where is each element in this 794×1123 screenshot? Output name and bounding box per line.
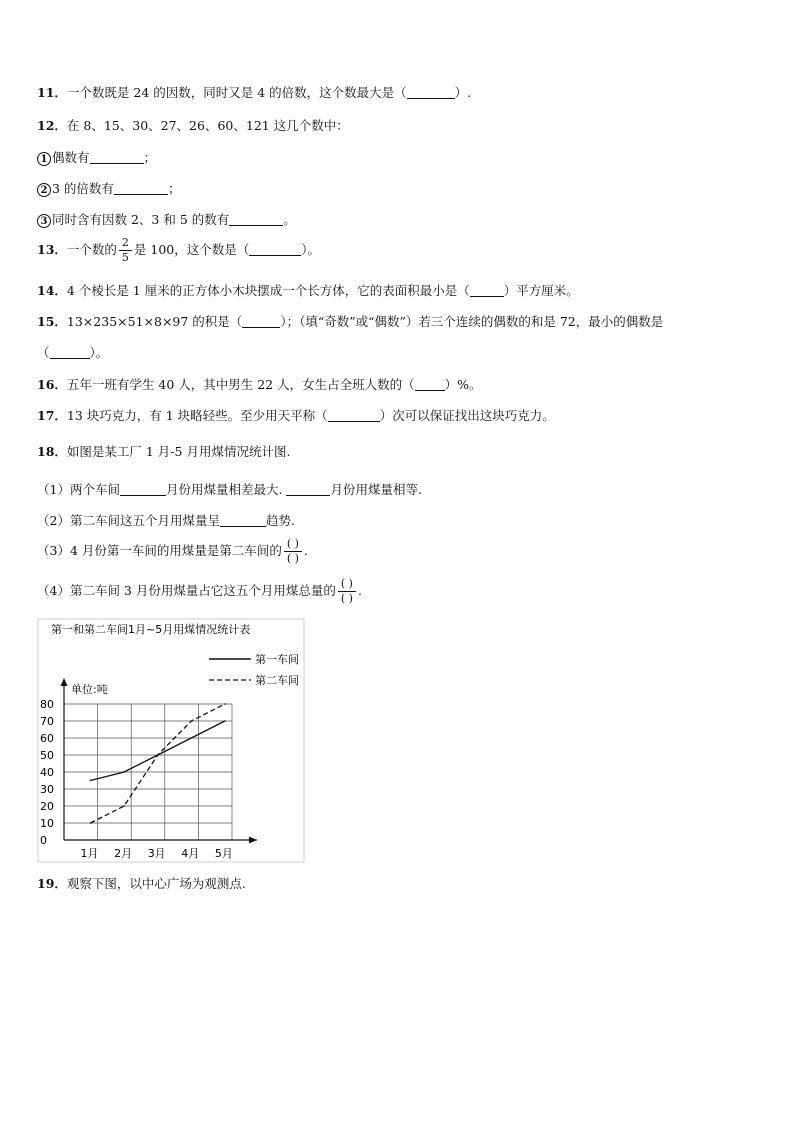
y-axis-arrow (61, 678, 68, 686)
series-2-point (90, 822, 92, 824)
part-text: （2）第二车间这五个月用煤量呈 (37, 513, 220, 528)
chart-title: 第一和第二车间1月~5月用煤情况统计表 (51, 623, 251, 636)
question-12-item-1 (37, 148, 156, 166)
answer-blank[interactable] (242, 314, 280, 328)
question-18-part-4 (37, 577, 362, 606)
part-text: 月份用煤量相差最大. (165, 482, 283, 497)
y-tick-label: 70 (40, 715, 54, 728)
question-13 (37, 236, 320, 265)
question-12-item-3 (37, 210, 296, 228)
question-19 (37, 874, 246, 892)
answer-blank[interactable] (120, 482, 166, 496)
x-tick-label: 4月 (181, 847, 200, 860)
question-number: 18． (37, 444, 67, 459)
answer-blank[interactable] (286, 482, 330, 496)
series-line-2 (91, 704, 225, 823)
fraction-numerator: ( ) (338, 577, 356, 592)
question-text: 是 100，这个数是（ (133, 242, 250, 257)
y-tick-label: 10 (40, 817, 54, 830)
answer-blank[interactable] (328, 408, 380, 422)
y-tick-label: 40 (40, 766, 54, 779)
fraction-denominator: 5 (121, 251, 129, 264)
question-text: 五年一班有学生 40 人，其中男生 22 人，女生占全班人数的（ (66, 377, 415, 392)
question-number: 14． (37, 283, 67, 298)
question-12-item-2 (37, 179, 180, 197)
series-2-point (191, 720, 193, 722)
fraction-blank[interactable] (338, 577, 356, 606)
fraction-blank[interactable] (284, 537, 302, 566)
answer-blank[interactable] (470, 283, 504, 297)
answer-blank[interactable] (220, 513, 266, 527)
question-number: 15． (37, 314, 67, 329)
x-axis-arrow (249, 837, 257, 844)
question-11 (37, 83, 471, 101)
question-text: 4 个棱长是 1 厘米的正方体小木块摆成一个长方体，它的表面积最小是（ (66, 283, 470, 298)
question-12 (37, 116, 349, 134)
question-18-part-2 (37, 511, 295, 529)
series-2-point (224, 703, 226, 705)
question-17 (37, 406, 555, 424)
series-1-point (224, 720, 226, 722)
y-tick-label: 0 (40, 834, 47, 847)
y-tick-label: 30 (40, 783, 54, 796)
y-tick-label: 60 (40, 732, 54, 745)
question-text: 一个数的 (66, 242, 117, 257)
fraction-numerator: ( ) (284, 537, 302, 552)
series-2-point (157, 754, 159, 756)
question-text-end: ）。 (301, 242, 321, 257)
series-line-1 (91, 721, 225, 781)
question-number: 16． (37, 377, 67, 392)
answer-blank[interactable] (50, 345, 90, 359)
answer-blank[interactable] (90, 150, 144, 164)
question-18-part-3 (37, 537, 308, 566)
fraction-denominator: ( ) (340, 592, 353, 605)
question-15 (37, 312, 663, 330)
question-text: 13 块巧克力，有 1 块略轻些。至少用天平称（ (66, 408, 328, 423)
x-tick-label: 5月 (214, 847, 233, 860)
legend (209, 652, 299, 687)
y-axis-unit-label: 单位:吨 (71, 683, 108, 696)
question-text-end: ）. (454, 85, 472, 100)
item-end: ； (167, 181, 181, 196)
part-text: . (357, 583, 362, 598)
question-16 (37, 375, 482, 393)
answer-blank[interactable] (114, 181, 168, 195)
answer-blank[interactable] (229, 212, 283, 226)
plot-area (40, 678, 257, 860)
item-text: 同时含有因数 2、3 和 5 的数有 (52, 212, 230, 227)
question-14 (37, 281, 579, 299)
circled-number: 3 (37, 214, 51, 228)
fraction-denominator: ( ) (286, 552, 299, 565)
x-tick-label: 3月 (147, 847, 166, 860)
legend-label-series-2: 第二车间 (255, 674, 299, 687)
part-text: （4）第二车间 3 月份用煤量占它这五个月用煤总量的 (37, 583, 336, 598)
question-18-part-1 (37, 480, 422, 498)
question-text: 如图是某工厂 1 月-5 月用煤情况统计图. (66, 444, 291, 459)
legend-label-series-1: 第一车间 (255, 653, 299, 666)
question-text: 在 8、15、30、27、26、60、121 这几个数中： (66, 118, 349, 133)
series-1-point (123, 771, 125, 773)
question-text-end: ）。 (89, 345, 109, 360)
question-text: （ (37, 345, 50, 360)
part-text: （1）两个车间 (37, 482, 120, 497)
question-15-line-2 (37, 343, 108, 361)
fraction-numerator: 2 (119, 236, 132, 251)
question-text: ）；（填“奇数”或“偶数”）若三个连续的偶数的和是 72，最小的偶数是 (280, 314, 664, 329)
question-text-end: ）平方厘米。 (503, 283, 579, 298)
x-tick-label: 2月 (114, 847, 133, 860)
question-text-end: ）次可以保证找出这块巧克力。 (379, 408, 555, 423)
item-end: 。 (283, 212, 296, 227)
part-text: 月份用煤量相等. (330, 482, 422, 497)
series-1-point (191, 737, 193, 739)
series-1-point (90, 780, 92, 782)
question-text: 一个数既是 24 的因数，同时又是 4 的倍数，这个数最大是（ (66, 85, 407, 100)
question-text-end: ）%。 (444, 377, 482, 392)
part-text: （3）4 月份第一车间的用煤量是第二车间的 (37, 543, 282, 558)
item-end: ； (143, 150, 157, 165)
y-tick-label: 50 (40, 749, 54, 762)
answer-blank[interactable] (415, 377, 445, 391)
question-text: 观察下图，以中心广场为观测点. (66, 876, 246, 891)
part-text: 趋势. (265, 513, 295, 528)
fraction (119, 236, 132, 265)
question-number: 19． (37, 876, 67, 891)
question-number: 17． (37, 408, 67, 423)
item-text: 偶数有 (52, 150, 90, 165)
coal-usage-line-chart (37, 618, 307, 864)
question-18 (37, 442, 290, 460)
question-number: 12． (37, 118, 67, 133)
circled-number: 1 (37, 152, 51, 166)
series-2-point (123, 805, 125, 807)
y-tick-label: 80 (40, 698, 54, 711)
question-number: 13． (37, 242, 67, 257)
x-tick-label: 1月 (80, 847, 99, 860)
y-tick-label: 20 (40, 800, 54, 813)
circled-number: 2 (37, 183, 51, 197)
item-text: 3 的倍数有 (52, 181, 114, 196)
answer-blank[interactable] (249, 242, 301, 256)
part-text: . (303, 543, 308, 558)
answer-blank[interactable] (407, 85, 455, 99)
question-number: 11． (37, 85, 67, 100)
question-text: 13×235×51×8×97 的积是（ (66, 314, 243, 329)
